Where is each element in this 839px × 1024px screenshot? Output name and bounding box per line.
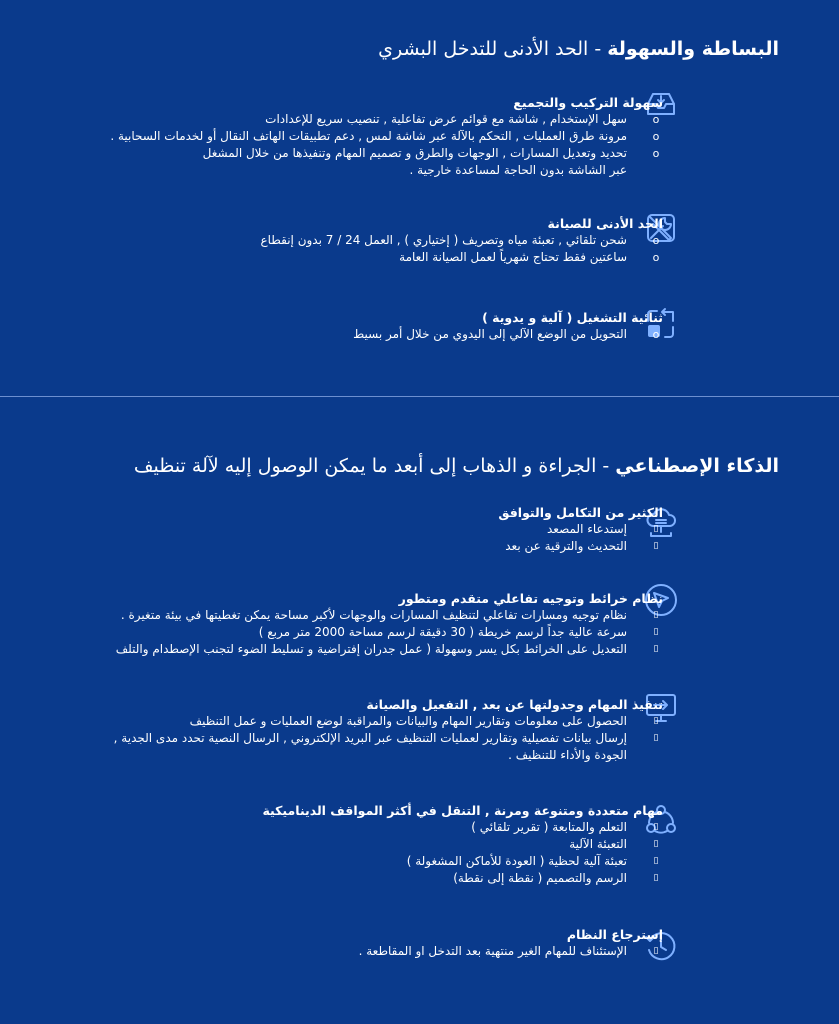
list-item (110, 162, 663, 179)
bullet-list (262, 819, 663, 887)
list-item (110, 111, 663, 128)
bullet-marker: ▯ (653, 839, 659, 849)
list-item (262, 836, 663, 853)
list-item (262, 853, 663, 870)
list-item (110, 145, 663, 162)
list-item (498, 538, 663, 555)
section2-title-rest: الجراءة و الذهاب إلى أبعد ما يمكن الوصول إليه لآلة تنظيف (133, 455, 597, 477)
bullet-text: سهل الإستخدام , شاشة مع قوائم عرض تفاعلية , تنصيب سريع للإعدادات (265, 112, 627, 126)
bullet-marker: ▯ (653, 856, 659, 866)
bullet-text: سرعة عالية جداً لرسم خريطة ( 30 دقيقة لرسم مساحة 2000 متر مربع ) (258, 625, 627, 639)
item-min-maintenance (260, 215, 663, 266)
bullet-text: الإستئناف للمهام الغير منتهية بعد التدخل او المقاطعة . (358, 944, 627, 958)
item-multi-tasks (262, 802, 663, 887)
bullet-marker: ▯ (653, 873, 659, 883)
item-title: الكثير من التكامل والتوافق (498, 505, 663, 520)
bullet-text: التحديث والترقية عن بعد (505, 539, 627, 553)
bullet-text: إرسال بيانات تفصيلية وتقارير لعمليات التنظيف عبر البريد الإلكتروني , الرسال النصية تحدد مدى الجدية , (113, 731, 627, 745)
bullet-text: التعديل على الخرائط بكل يسر وسهولة ( عمل جدران إفتراضية و تسليط الضوء لتجنب الإصطدام والتلف (115, 642, 627, 656)
item-mapping (116, 590, 663, 658)
bullet-list (110, 111, 663, 179)
list-item (114, 730, 663, 747)
bullet-marker: ▯ (653, 610, 659, 620)
item-easy-install (110, 94, 663, 179)
item-title: سهولة التركيب والتجميع (513, 95, 663, 110)
item-dual-mode (353, 309, 663, 343)
bullet-marker: o (652, 113, 660, 126)
list-item (110, 128, 663, 145)
item-system-recovery (359, 926, 663, 960)
bullet-text: ساعتين فقط تحتاج شهرياً لعمل الصيانة العامة (399, 250, 627, 264)
bullet-text: إستدعاء المصعد (546, 522, 627, 536)
bullet-marker: ▯ (653, 946, 659, 956)
section1-title (378, 38, 779, 60)
bullet-list (260, 232, 663, 266)
list-item (353, 326, 663, 343)
bullet-text: شحن تلقائي , تعبئة مياه وتصريف ( إختياري ) , العمل 24 / 7 بدون إنقطاع (260, 233, 627, 247)
section1-title-rest: الحد الأدنى للتدخل البشري (378, 38, 589, 60)
item-title: نظام خرائط وتوجيه تفاعلي متقدم ومتطور (398, 591, 663, 606)
bullet-text: تعبئة آلية لحظية ( العودة للأماكن المشغولة ) (406, 854, 627, 868)
list-item (260, 249, 663, 266)
bullet-text: عبر الشاشة بدون الحاجة لمساعدة خارجية . (409, 163, 627, 177)
bullet-marker: ▯ (653, 524, 659, 534)
item-remote-tasks (114, 696, 663, 764)
item-title: ثنائية التشغيل ( آلية و يدوية ) (482, 310, 663, 325)
bullet-marker: ▯ (653, 822, 659, 832)
bullet-marker: o (652, 328, 660, 341)
bullet-text: تحديد وتعديل المسارات , الوجهات والطرق و تصميم المهام وتنفيذها من خلال المشغل (202, 146, 627, 160)
bullet-marker: o (652, 251, 660, 264)
bullet-marker: o (652, 147, 660, 160)
section2-title (134, 455, 779, 477)
bullet-text: مرونة طرق العمليات , التحكم بالآلة عبر شاشة لمس , دعم تطبيقات الهاتف النقال أو لخدمات السحابية . (110, 129, 627, 143)
item-integration (498, 504, 663, 555)
list-item (114, 713, 663, 730)
bullet-marker: ▯ (653, 716, 659, 726)
list-item (498, 521, 663, 538)
bullet-marker: ▯ (653, 733, 659, 743)
bullet-list (353, 326, 663, 343)
bullet-text: الحصول على معلومات وتقارير المهام والبيانات والمراقبة لوضع العمليات و عمل التنظيف (189, 714, 627, 728)
bullet-marker: o (652, 130, 660, 143)
bullet-marker: ▯ (653, 541, 659, 551)
list-item (116, 641, 663, 658)
section-divider (0, 396, 839, 397)
bullet-list (498, 521, 663, 555)
bullet-list (359, 943, 663, 960)
item-title: الحد الأدنى للصيانة (547, 216, 663, 231)
list-item (114, 747, 663, 764)
bullet-text: نظام توجيه ومسارات تفاعلي لتنظيف المسارات والوجهات لأكبر مساحة يمكن تغطيتها في بيئة متغيرة . (120, 608, 627, 622)
section2-title-separator: - (602, 455, 610, 477)
bullet-marker: ▯ (653, 627, 659, 637)
list-item (262, 819, 663, 836)
section2-title-strong: الذكاء الإصطناعي (615, 455, 779, 477)
bullet-marker: o (652, 234, 660, 247)
bullet-marker: ▯ (653, 644, 659, 654)
list-item (116, 607, 663, 624)
list-item (260, 232, 663, 249)
bullet-list (116, 607, 663, 658)
list-item (359, 943, 663, 960)
bullet-list (114, 713, 663, 764)
list-item (116, 624, 663, 641)
list-item (262, 870, 663, 887)
item-title: مهام متعددة ومتنوعة ومرنة , التنقل في أكثر المواقف الديناميكية (262, 803, 663, 818)
item-title: تنفيذ المهام وجدولتها عن بعد , التفعيل والصيانة (366, 697, 663, 712)
bullet-text: التحويل من الوضع الآلي إلى اليدوي من خلال أمر بسيط (353, 327, 627, 341)
section1-title-strong: البساطة والسهولة (607, 38, 779, 60)
item-title: إسترجاع النظام (566, 927, 663, 942)
bullet-text: التعبئة الآلية (569, 837, 627, 851)
bullet-text: التعلم والمتابعة ( تقرير تلقائي ) (471, 820, 627, 834)
bullet-text: الرسم والتصميم ( نقطة إلى نقطة) (453, 871, 627, 885)
bullet-text: الجودة والأداء للتنظيف . (508, 748, 627, 762)
section1-title-separator: - (594, 38, 602, 60)
